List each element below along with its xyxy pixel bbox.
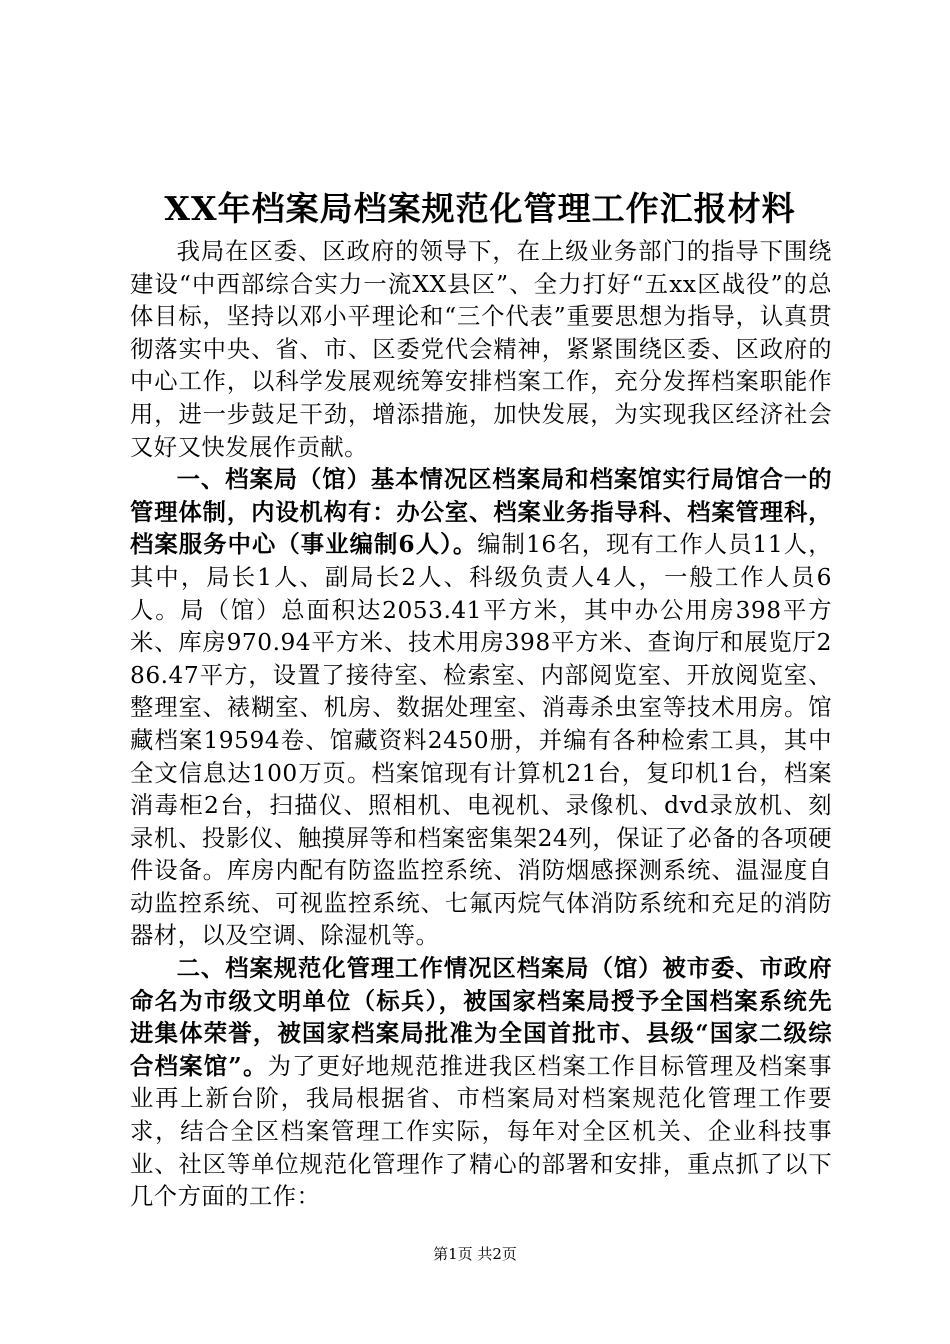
page-footer — [0, 1244, 950, 1264]
section-1-text: 编制16名，现有工作人员11人，其中，局长1人、副局长2人、科级负责人4人，一般工作人员6人。局（馆）总面积达2053.41平方米，其中办公用房398平方米、库房970.94平方米、技术用房398平方米、查询厅和展览厅286.47平方，设置了接待室、检索室、内部阅览室、开放阅览室、整理室、裱糊室、机房、数据处理室、消毒杀虫室等技术用房。馆藏档案19594卷、馆藏资料2450册，并编有各种检索工具，其中全文信息达100万页。档案馆现有计算机21台，复印机1台，档案消毒柜2台，扫描仪、照相机、电视机、录像机、dvd录放机、刻录机、投影仪、触摸屏等和档案密集架24列，保证了必备的各项硬件设备。库房内配有防盗监控系统、消防烟感探测系统、温湿度自动监控系统、可视监控系统、七氟丙烷气体消防系统和充足的消防器材，以及空调、除湿机等。 — [130, 531, 832, 950]
section-2-text: 为了更好地规范推进我区档案工作目标管理及档案事业再上新台阶，我局根据省、市档案局对档案规范化管理工作要求，结合全区档案管理工作实际，每年对全区机关、企业科技事业、社区等单位规范化管理作了精心的部署和安排，重点抓了以下几个方面的工作： — [130, 1052, 833, 1211]
section-2-heading: 二、档案规范化管理工作情况区档案局（馆）被市委、市政府命名为市级文明单位（标兵），被国家档案局授予全国档案系统先进集体荣誉，被国家档案局批准为全国首批市、县级“国家二级综合档案馆”。 — [130, 955, 832, 1080]
paragraph-section-2 — [130, 953, 832, 1214]
document-title: XX年档案局档案规范化管理工作汇报材料 — [164, 189, 796, 228]
paragraph-intro — [130, 236, 832, 464]
page-number: 第1页 共2页 — [433, 1245, 517, 1263]
paragraph-text: 我局在区委、区政府的领导下，在上级业务部门的指导下围绕建设“中西部综合实力一流XX县区”、全力打好“五xx区战役”的总体目标，坚持以邓小平理论和“三个代表”重要思想为指导，认真贯彻落实中央、省、市、区委党代会精神，紧紧围绕区委、区政府的中心工作，以科学发展观统筹安排档案工作，充分发挥档案职能作用，进一步鼓足干劲，增添措施，加快发展，为实现我区经济社会又好又快发展作贡献。 — [130, 238, 832, 461]
section-1-heading: 一、档案局（馆）基本情况区档案局和档案馆实行局馆合一的管理体制，内设机构有：办公室、档案业务指导科、档案管理科，档案服务中心（事业编制6人）。 — [130, 466, 832, 559]
document-body — [130, 236, 832, 1214]
paragraph-section-1 — [130, 464, 832, 953]
